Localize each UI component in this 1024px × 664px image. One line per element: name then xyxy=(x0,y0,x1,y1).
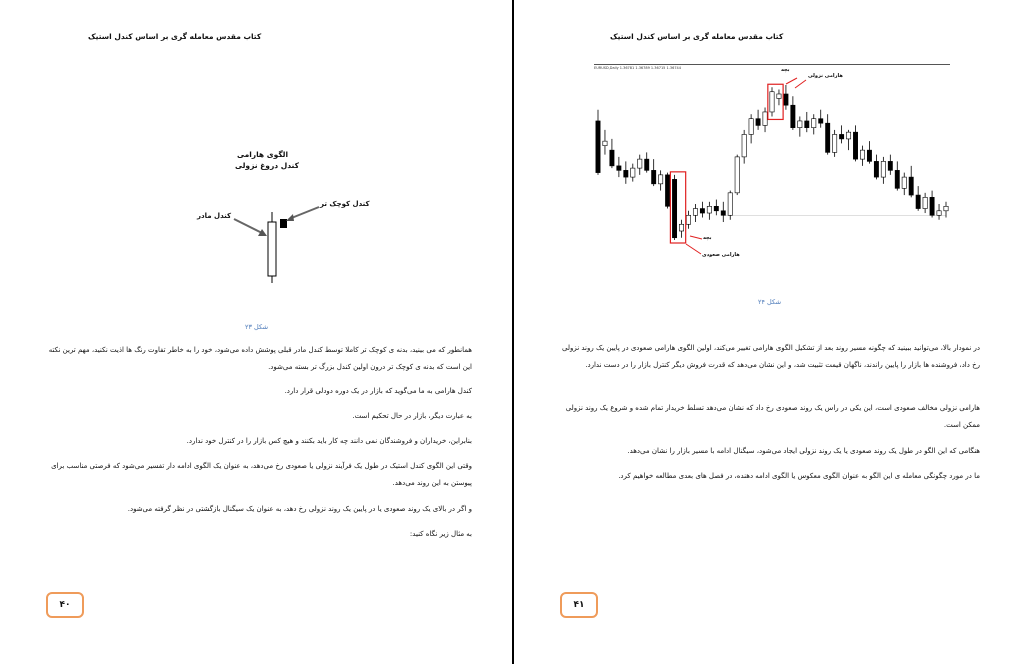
candle-body xyxy=(916,195,920,208)
candle-body xyxy=(888,161,892,170)
bottom-baby-label: بچه xyxy=(703,235,712,241)
candle-body xyxy=(867,150,871,161)
candle-body xyxy=(839,134,843,138)
paragraph: به مثال زیر نگاه کنید: xyxy=(409,530,472,538)
candle-body xyxy=(826,123,830,152)
figure-title-line1: الگوی هارامی xyxy=(237,150,289,159)
candle-body xyxy=(658,175,662,184)
mother-candle-arrow xyxy=(234,219,264,234)
candle-body xyxy=(672,179,676,237)
candle-body xyxy=(742,134,746,156)
small-candle-arrowhead xyxy=(286,214,294,221)
candle-body xyxy=(735,157,739,193)
candle-body xyxy=(721,211,725,215)
paragraph: بنابراین، خریداران و فروشندگان نمی دانند چه کار باید بکنند و هیچ کس بازار را در کنترل خود ندارد. xyxy=(186,437,472,445)
paragraph: همانطور که می بینید، بدنه ی کوچک تر کاملا توسط کندل مادر قبلی پوشش داده می‌شود، خود را به خاطر تفاوت رنگ ها اذیت نکنید، مهم ترین نکته این است که بدنه ی کوچک تر درون اولین کندل بزرگ تر بسته می‌شود. xyxy=(48,346,472,371)
paragraph: و اگر در بالای یک روند صعودی یا در پایین یک روند نزولی رخ دهد، به عنوان یک سیگنال بازگشتی در نظر گرفته می‌شود. xyxy=(127,505,472,513)
figure-caption: شکل ۲۴ xyxy=(758,298,782,306)
candle-body xyxy=(638,159,642,168)
candle-body xyxy=(895,170,899,188)
small-candle-arrow xyxy=(289,207,319,219)
candle-body xyxy=(944,206,948,210)
candle-body xyxy=(819,119,823,123)
small-candle-label: کندل کوچک تر xyxy=(320,200,370,208)
candle-body xyxy=(874,161,878,177)
candle-body xyxy=(714,206,718,210)
paragraph: هنگامی که این الگو در طول یک روند صعودی یا یک روند نزولی ایجاد می‌شود، سیگنال ادامه با مسیر بازار را نشان می‌دهد. xyxy=(627,447,980,455)
page-number: ۴۱ xyxy=(560,592,598,618)
candle-body xyxy=(686,215,690,224)
candle-body xyxy=(652,170,656,183)
candle-body xyxy=(798,121,802,128)
mother-candle-label: کندل مادر xyxy=(197,212,232,220)
candle-body xyxy=(853,132,857,159)
paragraph: هارامی نزولی مخالف صعودی است، این یکی در راس یک روند صعودی رخ داد که نشان می‌دهد تسلط خریدار تمام شده و شروع یک روند نزولی ممکن است. xyxy=(565,404,980,429)
candle-body xyxy=(679,224,683,231)
candle-body xyxy=(631,168,635,177)
candle-body xyxy=(881,161,885,177)
bottom-baby-arrow xyxy=(690,236,702,239)
top-baby-arrow xyxy=(786,78,797,84)
candle-body xyxy=(791,105,795,127)
candle-body xyxy=(923,197,927,208)
candle-body xyxy=(756,119,760,126)
paragraph: به عبارت دیگر، بازار در حال تحکیم است. xyxy=(352,412,472,420)
candle-body xyxy=(624,170,628,177)
baby-candle-body xyxy=(280,219,287,228)
candle-body xyxy=(770,92,774,112)
paragraph: وقتی این الگوی کندل استیک در طول یک فرآیند نزولی یا صعودی رخ می‌دهد، به عنوان یک الگوی ادامه دار تفسیر می‌شود که فرصتی مناسب برای پیوستن به این روند می‌دهد. xyxy=(51,462,472,487)
candle-body xyxy=(693,209,697,216)
page-header: کتاب مقدس معامله گری بر اساس کندل استیک xyxy=(88,32,262,41)
right-page xyxy=(514,0,1024,664)
candle-body xyxy=(784,94,788,105)
candle-body xyxy=(610,150,614,166)
candle-body xyxy=(645,159,649,170)
figure-title-line2: کندل دروغ نزولی xyxy=(235,161,299,170)
bullish-harami-label: هارامی صعودی xyxy=(702,252,740,258)
figure-caption: شکل ۲۳ xyxy=(245,323,269,331)
candle-body xyxy=(707,206,711,213)
candle-body xyxy=(603,141,607,145)
candle-body xyxy=(700,209,704,213)
paragraph: ما در مورد چگونگی معامله ی این الگو به عنوان الگوی معکوس یا الگوی ادامه دهنده، در فصل های بعدی مطالعه خواهیم کرد. xyxy=(618,472,980,480)
candle-body xyxy=(860,150,864,159)
paragraph: کندل هارامی به ما می‌گوید که بازار در یک دوره دودلی قرار دارد. xyxy=(284,387,472,395)
candle-body xyxy=(930,197,934,215)
page-header: کتاب مقدس معامله گری بر اساس کندل استیک xyxy=(610,32,784,41)
bearish-harami-arrow xyxy=(795,80,806,88)
candle-body xyxy=(812,119,816,128)
candle-body xyxy=(832,134,836,152)
candle-body xyxy=(596,121,600,173)
top-baby-label: بچه xyxy=(781,67,790,73)
candle-body xyxy=(749,119,753,135)
candle-body xyxy=(777,94,781,98)
mother-candle-body xyxy=(268,222,276,276)
candle-body xyxy=(763,112,767,125)
candle-body xyxy=(728,193,732,215)
candlestick-chart xyxy=(514,0,1024,280)
paragraph: در نمودار بالا، می‌توانید ببینید که چگونه مسیر روند بعد از تشکیل الگوی هارامی تغییر می‌کند، اولین الگوی هارامی صعودی در پایین یک روند نزولی رخ داد، فروشنده ها بازار را پایین راندند، ناگهان قیمت تثبیت شد، و این نشان می‌دهد که قدرت فروش دیگر کنترل بازار را در دست ندارد. xyxy=(561,344,980,369)
candle-body xyxy=(665,175,669,206)
candle-body xyxy=(805,121,809,128)
candle-body xyxy=(902,177,906,188)
candle-body xyxy=(909,177,913,195)
candle-body xyxy=(846,132,850,139)
bearish-harami-label: هارامی نزولی xyxy=(808,73,843,79)
chart-info: EURUSD,Daily 1.36781 1.36789 1.36715 1.36744 xyxy=(594,66,681,70)
candle-body xyxy=(617,166,621,170)
bullish-harami-arrow xyxy=(686,244,701,254)
harami-illustration xyxy=(0,0,512,320)
candle-body xyxy=(937,211,941,215)
page-number: ۴۰ xyxy=(46,592,84,618)
